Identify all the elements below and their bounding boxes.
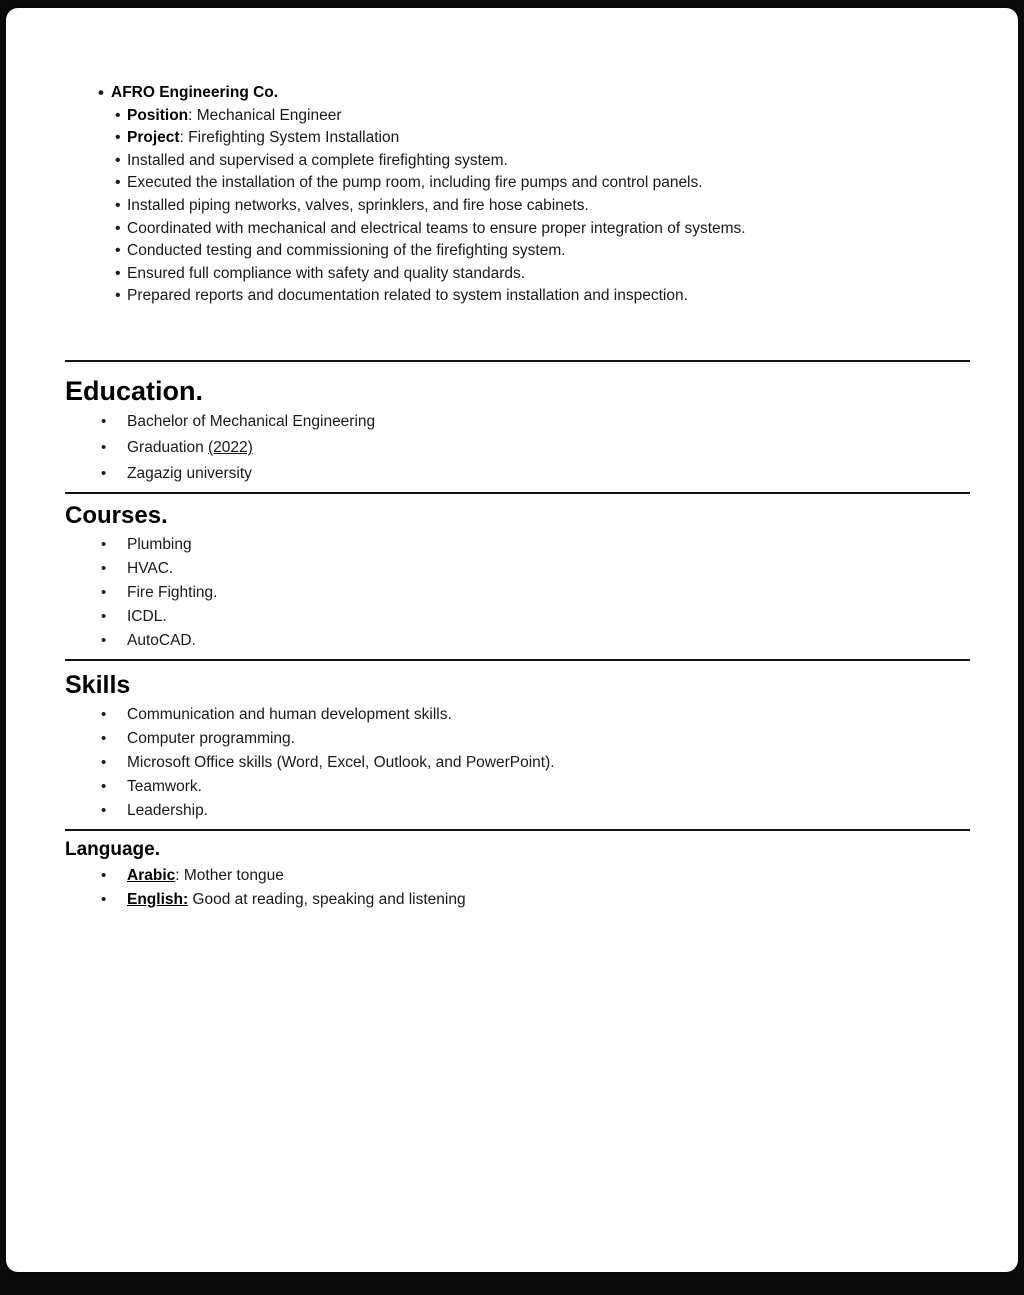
list-item-text: Microsoft Office skills (Word, Excel, Outlook, and PowerPoint).: [127, 753, 555, 771]
list-item-text: Computer programming.: [127, 729, 295, 747]
experience-project: [65, 127, 970, 150]
course-item: [65, 560, 970, 577]
experience-position: [65, 105, 970, 128]
experience-bullet: [65, 240, 970, 263]
skills-section: [65, 671, 970, 819]
language-section: [65, 839, 970, 908]
bullet-text: Conducted testing and commissioning of the firefighting system.: [127, 242, 566, 260]
education-university: [65, 465, 970, 482]
experience-bullet: [65, 285, 970, 308]
experience-bullet: [65, 263, 970, 286]
section-divider: [65, 829, 970, 831]
project-value: : Firefighting System Installation: [179, 129, 400, 147]
courses-list: [65, 536, 970, 649]
experience-section: [65, 82, 970, 308]
experience-bullet: [65, 150, 970, 173]
course-item: [65, 584, 970, 601]
list-item-text: ICDL.: [127, 607, 167, 625]
language-label: English:: [127, 890, 189, 908]
company-name: AFRO Engineering Co.: [111, 84, 279, 101]
list-item-text: Teamwork.: [127, 777, 202, 795]
education-section: [65, 376, 970, 482]
language-label: Arabic: [127, 866, 176, 884]
list-item-text: AutoCAD.: [127, 631, 196, 649]
list-item-text: Bachelor of Mechanical Engineering: [127, 412, 376, 430]
bullet-text: Coordinated with mechanical and electrical teams to ensure proper integration of systems.: [127, 219, 746, 237]
list-item-text: HVAC.: [127, 559, 174, 577]
list-item-text: Leadership.: [127, 801, 209, 819]
language-heading: Language.: [65, 838, 161, 860]
position-label: Position: [127, 106, 189, 124]
course-item: [65, 608, 970, 625]
experience-bullet: [65, 218, 970, 241]
skill-item: [65, 706, 970, 723]
position-value: : Mechanical Engineer: [188, 106, 342, 124]
bullet-text: Executed the installation of the pump room, including fire pumps and control panels.: [127, 174, 703, 192]
skill-item: [65, 730, 970, 747]
courses-section: [65, 502, 970, 649]
skill-item: [65, 802, 970, 819]
language-list: [65, 867, 970, 908]
document-page: [6, 8, 1018, 1272]
graduation-label: Graduation: [127, 438, 208, 456]
section-divider: [65, 492, 970, 494]
language-value: : Mother tongue: [175, 866, 284, 884]
education-heading: Education.: [65, 375, 204, 406]
bullet-text: Prepared reports and documentation related to system installation and inspection.: [127, 287, 688, 305]
language-item-english: [65, 891, 970, 908]
list-item-text: Communication and human development skills.: [127, 705, 452, 723]
education-degree: [65, 413, 970, 430]
document-content: [6, 8, 1018, 908]
list-item-text: Plumbing: [127, 535, 192, 553]
education-graduation: [65, 439, 970, 456]
experience-bullet: [65, 172, 970, 195]
language-value: Good at reading, speaking and listening: [188, 890, 466, 908]
section-divider: [65, 659, 970, 661]
experience-company: [65, 82, 970, 105]
language-item-arabic: [65, 867, 970, 884]
list-item-text: Fire Fighting.: [127, 583, 218, 601]
graduation-year: (2022): [208, 438, 253, 456]
skill-item: [65, 778, 970, 795]
bullet-text: Ensured full compliance with safety and quality standards.: [127, 264, 526, 282]
skills-list: [65, 706, 970, 819]
skills-heading: Skills: [65, 670, 131, 699]
course-item: [65, 536, 970, 553]
courses-heading: Courses.: [65, 501, 168, 529]
bullet-text: Installed piping networks, valves, sprinklers, and fire hose cabinets.: [127, 196, 589, 214]
list-item-text: Zagazig university: [127, 464, 252, 482]
education-list: [65, 413, 970, 482]
experience-bullet: [65, 195, 970, 218]
project-label: Project: [127, 129, 180, 147]
section-divider: [65, 360, 970, 362]
skill-item: [65, 754, 970, 771]
course-item: [65, 632, 970, 649]
bullet-text: Installed and supervised a complete firefighting system.: [127, 151, 508, 169]
